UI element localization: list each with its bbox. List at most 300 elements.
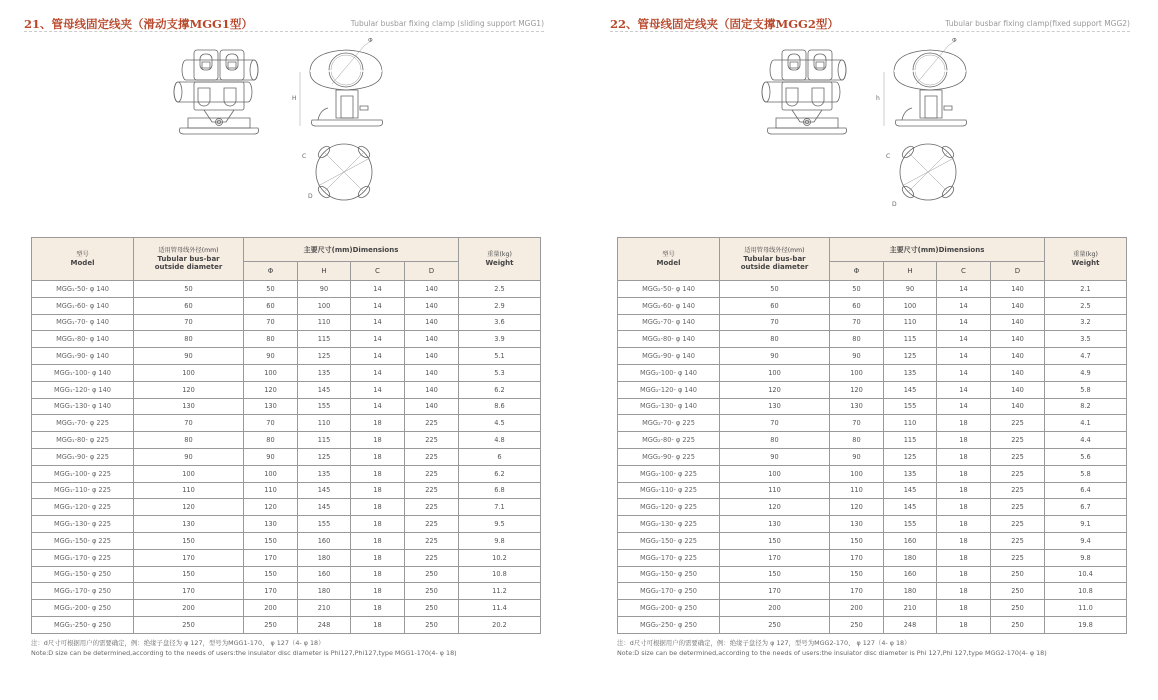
cell-model: MGG₂-200- φ 250 bbox=[618, 600, 720, 617]
table-row bbox=[618, 381, 1127, 398]
cell-c: 18 bbox=[937, 415, 991, 432]
cell-model: MGG₁-150- φ 250 bbox=[32, 566, 134, 583]
cell-diameter: 130 bbox=[720, 398, 830, 415]
col-h: H bbox=[298, 262, 351, 281]
cell-diameter: 150 bbox=[134, 532, 244, 549]
cell-c: 14 bbox=[351, 348, 405, 365]
cell-weight: 2.9 bbox=[459, 297, 541, 314]
table-row bbox=[32, 499, 541, 516]
col-c: C bbox=[937, 262, 991, 281]
cell-d: 250 bbox=[991, 600, 1045, 617]
cell-d: 225 bbox=[991, 415, 1045, 432]
cell-h: 115 bbox=[298, 331, 351, 348]
cell-weight: 9.1 bbox=[1045, 516, 1127, 533]
cell-weight: 3.2 bbox=[1045, 314, 1127, 331]
cell-model: MGG₁-60- φ 140 bbox=[32, 297, 134, 314]
cell-h: 145 bbox=[884, 499, 937, 516]
cell-model: MGG₁-90- φ 225 bbox=[32, 448, 134, 465]
cell-h: 100 bbox=[298, 297, 351, 314]
front-view bbox=[174, 50, 259, 134]
clamp-drawing bbox=[24, 38, 544, 218]
cell-diameter: 170 bbox=[720, 549, 830, 566]
col-weight-en: Weight bbox=[1071, 259, 1100, 267]
cell-d: 140 bbox=[991, 381, 1045, 398]
cell-diameter: 130 bbox=[134, 516, 244, 533]
cell-diameter: 90 bbox=[720, 448, 830, 465]
cell-c: 18 bbox=[351, 415, 405, 432]
cell-h: 248 bbox=[298, 616, 351, 633]
table-body bbox=[32, 281, 541, 634]
cell-model: MGG₁-100- φ 140 bbox=[32, 364, 134, 381]
cell-c: 18 bbox=[351, 482, 405, 499]
cell-phi: 200 bbox=[244, 600, 298, 617]
cell-phi: 110 bbox=[830, 482, 884, 499]
phi-label: Φ bbox=[368, 38, 373, 44]
table-row bbox=[618, 532, 1127, 549]
cell-model: MGG₁-250- φ 250 bbox=[32, 616, 134, 633]
cell-phi: 120 bbox=[830, 381, 884, 398]
table-row bbox=[32, 482, 541, 499]
cell-d: 225 bbox=[405, 448, 459, 465]
col-weight bbox=[459, 238, 541, 281]
table-row bbox=[618, 549, 1127, 566]
col-diameter-cn: 适用管母线外径(mm) bbox=[744, 247, 805, 254]
cell-d: 225 bbox=[405, 532, 459, 549]
cell-weight: 4.4 bbox=[1045, 432, 1127, 449]
cell-weight: 10.8 bbox=[459, 566, 541, 583]
cell-weight: 5.3 bbox=[459, 364, 541, 381]
cell-weight: 5.1 bbox=[459, 348, 541, 365]
front-view bbox=[762, 50, 847, 134]
table-row bbox=[32, 532, 541, 549]
cell-c: 14 bbox=[351, 281, 405, 298]
cell-weight: 8.2 bbox=[1045, 398, 1127, 415]
cell-diameter: 100 bbox=[720, 465, 830, 482]
cell-c: 18 bbox=[937, 482, 991, 499]
cell-diameter: 250 bbox=[720, 616, 830, 633]
table-row bbox=[32, 415, 541, 432]
cell-model: MGG₂-130- φ 140 bbox=[618, 398, 720, 415]
table-row bbox=[618, 348, 1127, 365]
cell-weight: 10.4 bbox=[1045, 566, 1127, 583]
cell-d: 140 bbox=[405, 364, 459, 381]
cell-phi: 100 bbox=[244, 364, 298, 381]
cell-model: MGG₂-130- φ 225 bbox=[618, 516, 720, 533]
cell-c: 18 bbox=[351, 600, 405, 617]
col-diameter-cn: 适用管母线外径(mm) bbox=[158, 247, 219, 254]
cell-h: 110 bbox=[298, 415, 351, 432]
cell-h: 110 bbox=[884, 314, 937, 331]
col-h: H bbox=[884, 262, 937, 281]
cell-model: MGG₂-120- φ 140 bbox=[618, 381, 720, 398]
cell-diameter: 50 bbox=[134, 281, 244, 298]
cell-d: 140 bbox=[405, 381, 459, 398]
cell-diameter: 110 bbox=[134, 482, 244, 499]
cell-phi: 120 bbox=[244, 499, 298, 516]
cell-d: 225 bbox=[991, 482, 1045, 499]
cell-c: 14 bbox=[937, 364, 991, 381]
cell-d: 225 bbox=[405, 482, 459, 499]
table-row bbox=[618, 516, 1127, 533]
cell-h: 135 bbox=[298, 465, 351, 482]
cell-diameter: 60 bbox=[720, 297, 830, 314]
cell-weight: 3.9 bbox=[459, 331, 541, 348]
cell-diameter: 80 bbox=[720, 331, 830, 348]
table-row bbox=[618, 616, 1127, 633]
col-phi: Φ bbox=[830, 262, 884, 281]
col-d: D bbox=[405, 262, 459, 281]
table-row bbox=[618, 566, 1127, 583]
cell-c: 18 bbox=[351, 549, 405, 566]
cell-diameter: 50 bbox=[720, 281, 830, 298]
table-row bbox=[618, 415, 1127, 432]
cell-phi: 60 bbox=[830, 297, 884, 314]
cell-c: 14 bbox=[351, 314, 405, 331]
cell-weight: 6.8 bbox=[459, 482, 541, 499]
cell-c: 18 bbox=[351, 566, 405, 583]
cell-phi: 250 bbox=[830, 616, 884, 633]
cell-model: MGG₁-170- φ 250 bbox=[32, 583, 134, 600]
cell-model: MGG₁-100- φ 225 bbox=[32, 465, 134, 482]
cell-h: 115 bbox=[884, 432, 937, 449]
cell-phi: 130 bbox=[244, 398, 298, 415]
cell-c: 14 bbox=[937, 314, 991, 331]
table-row bbox=[618, 281, 1127, 298]
cell-d: 140 bbox=[405, 297, 459, 314]
cell-h: 145 bbox=[298, 482, 351, 499]
cell-model: MGG₂-150- φ 225 bbox=[618, 532, 720, 549]
cell-model: MGG₁-90- φ 140 bbox=[32, 348, 134, 365]
col-dimensions-label: 主要尺寸(mm)Dimensions bbox=[889, 245, 985, 254]
cell-h: 210 bbox=[298, 600, 351, 617]
cell-c: 14 bbox=[937, 281, 991, 298]
cell-c: 14 bbox=[937, 381, 991, 398]
cell-phi: 150 bbox=[830, 566, 884, 583]
cell-phi: 170 bbox=[244, 583, 298, 600]
cell-d: 225 bbox=[991, 549, 1045, 566]
cell-c: 18 bbox=[351, 532, 405, 549]
col-phi: Φ bbox=[244, 262, 298, 281]
cell-d: 140 bbox=[991, 297, 1045, 314]
cell-model: MGG₁-200- φ 250 bbox=[32, 600, 134, 617]
table-note bbox=[617, 638, 1047, 658]
cell-c: 14 bbox=[937, 297, 991, 314]
cell-phi: 100 bbox=[830, 465, 884, 482]
cell-h: 180 bbox=[884, 583, 937, 600]
col-model-en: Model bbox=[656, 259, 681, 267]
cell-weight: 6 bbox=[459, 448, 541, 465]
cell-weight: 6.7 bbox=[1045, 499, 1127, 516]
cell-model: MGG₁-150- φ 225 bbox=[32, 532, 134, 549]
table-row bbox=[618, 297, 1127, 314]
cell-d: 225 bbox=[405, 549, 459, 566]
cell-phi: 200 bbox=[830, 600, 884, 617]
cell-c: 18 bbox=[351, 432, 405, 449]
col-diameter bbox=[134, 238, 244, 281]
table-row bbox=[32, 381, 541, 398]
col-weight bbox=[1045, 238, 1127, 281]
cell-h: 90 bbox=[298, 281, 351, 298]
cell-h: 135 bbox=[884, 364, 937, 381]
col-dimensions-label: 主要尺寸(mm)Dimensions bbox=[303, 245, 399, 254]
cell-phi: 250 bbox=[244, 616, 298, 633]
h-label: h bbox=[876, 95, 880, 102]
cell-weight: 9.5 bbox=[459, 516, 541, 533]
table-row bbox=[32, 566, 541, 583]
table-row bbox=[32, 583, 541, 600]
cell-weight: 2.5 bbox=[459, 281, 541, 298]
cell-phi: 120 bbox=[244, 381, 298, 398]
cell-phi: 170 bbox=[830, 583, 884, 600]
table-row bbox=[618, 583, 1127, 600]
side-view bbox=[292, 38, 383, 126]
cell-weight: 2.1 bbox=[1045, 281, 1127, 298]
cell-phi: 170 bbox=[830, 549, 884, 566]
cell-phi: 80 bbox=[830, 331, 884, 348]
cell-model: MGG₁-130- φ 140 bbox=[32, 398, 134, 415]
d-label: D bbox=[308, 193, 313, 200]
cell-c: 18 bbox=[937, 549, 991, 566]
cell-model: MGG₂-170- φ 225 bbox=[618, 549, 720, 566]
col-model-cn: 型号 bbox=[662, 251, 675, 258]
cell-c: 18 bbox=[937, 616, 991, 633]
cell-diameter: 120 bbox=[134, 499, 244, 516]
cell-h: 145 bbox=[884, 482, 937, 499]
cell-h: 145 bbox=[298, 499, 351, 516]
cell-c: 14 bbox=[351, 398, 405, 415]
section-title-cn: 21、管母线固定线夹（滑动支撑MGG1型） bbox=[24, 17, 253, 31]
cell-h: 125 bbox=[884, 448, 937, 465]
cell-h: 145 bbox=[298, 381, 351, 398]
cell-model: MGG₂-120- φ 225 bbox=[618, 499, 720, 516]
table-row bbox=[32, 281, 541, 298]
cell-diameter: 90 bbox=[720, 348, 830, 365]
d-label: D bbox=[892, 201, 897, 208]
cell-c: 18 bbox=[351, 616, 405, 633]
col-dimensions bbox=[830, 238, 1045, 262]
cell-c: 18 bbox=[937, 566, 991, 583]
cell-c: 14 bbox=[937, 348, 991, 365]
cell-h: 160 bbox=[884, 566, 937, 583]
cell-model: MGG₁-70- φ 225 bbox=[32, 415, 134, 432]
cell-weight: 4.8 bbox=[459, 432, 541, 449]
table-row bbox=[618, 448, 1127, 465]
table-body bbox=[618, 281, 1127, 634]
cell-diameter: 60 bbox=[134, 297, 244, 314]
cell-weight: 2.5 bbox=[1045, 297, 1127, 314]
cell-phi: 130 bbox=[830, 398, 884, 415]
table-row bbox=[618, 600, 1127, 617]
cell-phi: 70 bbox=[244, 314, 298, 331]
table-row bbox=[618, 482, 1127, 499]
cell-weight: 4.9 bbox=[1045, 364, 1127, 381]
cell-c: 18 bbox=[937, 499, 991, 516]
cell-phi: 50 bbox=[830, 281, 884, 298]
c-label: C bbox=[886, 153, 891, 160]
cell-model: MGG₂-150- φ 250 bbox=[618, 566, 720, 583]
table-row bbox=[32, 331, 541, 348]
cell-phi: 110 bbox=[244, 482, 298, 499]
cell-model: MGG₂-110- φ 225 bbox=[618, 482, 720, 499]
cell-weight: 4.7 bbox=[1045, 348, 1127, 365]
cell-model: MGG₁-70- φ 140 bbox=[32, 314, 134, 331]
cell-h: 248 bbox=[884, 616, 937, 633]
cell-phi: 150 bbox=[244, 566, 298, 583]
cell-diameter: 70 bbox=[720, 415, 830, 432]
cell-h: 155 bbox=[298, 516, 351, 533]
section-mgg2 bbox=[610, 0, 1158, 700]
cell-diameter: 250 bbox=[134, 616, 244, 633]
table-row bbox=[32, 364, 541, 381]
cell-phi: 70 bbox=[830, 415, 884, 432]
col-diameter-en2: outside diameter bbox=[154, 263, 223, 271]
cell-d: 225 bbox=[991, 448, 1045, 465]
cell-diameter: 80 bbox=[720, 432, 830, 449]
section-title-en: Tubular busbar fixing clamp (sliding support MGG1) bbox=[350, 19, 544, 28]
cell-phi: 80 bbox=[244, 331, 298, 348]
cell-phi: 150 bbox=[830, 532, 884, 549]
cell-model: MGG₂-100- φ 140 bbox=[618, 364, 720, 381]
cell-h: 155 bbox=[298, 398, 351, 415]
cell-h: 115 bbox=[884, 331, 937, 348]
cell-model: MGG₂-250- φ 250 bbox=[618, 616, 720, 633]
cell-d: 140 bbox=[991, 348, 1045, 365]
cell-diameter: 170 bbox=[134, 583, 244, 600]
spec-table bbox=[31, 237, 541, 634]
col-d: D bbox=[991, 262, 1045, 281]
table-row bbox=[618, 331, 1127, 348]
table-row bbox=[32, 448, 541, 465]
cell-diameter: 150 bbox=[720, 532, 830, 549]
cell-d: 225 bbox=[991, 432, 1045, 449]
bottom-view bbox=[302, 144, 372, 200]
table-row bbox=[32, 549, 541, 566]
side-view bbox=[876, 38, 967, 126]
cell-phi: 90 bbox=[830, 348, 884, 365]
cell-c: 18 bbox=[351, 516, 405, 533]
cell-d: 140 bbox=[991, 314, 1045, 331]
cell-d: 140 bbox=[405, 281, 459, 298]
col-model bbox=[32, 238, 134, 281]
cell-diameter: 100 bbox=[720, 364, 830, 381]
cell-d: 225 bbox=[405, 465, 459, 482]
cell-weight: 9.4 bbox=[1045, 532, 1127, 549]
cell-c: 14 bbox=[351, 331, 405, 348]
note-cn: 注：d尺寸可根据用户的需要确定，例：绝缘子盘径为 φ 127，型号为MGG2-170、 φ 127（4- φ 18） bbox=[617, 639, 911, 647]
cell-diameter: 100 bbox=[134, 465, 244, 482]
cell-h: 210 bbox=[884, 600, 937, 617]
cell-d: 250 bbox=[405, 583, 459, 600]
cell-h: 135 bbox=[298, 364, 351, 381]
section-heading bbox=[610, 14, 1130, 32]
cell-diameter: 150 bbox=[134, 566, 244, 583]
cell-d: 140 bbox=[405, 348, 459, 365]
cell-diameter: 80 bbox=[134, 432, 244, 449]
cell-d: 225 bbox=[991, 499, 1045, 516]
cell-weight: 8.6 bbox=[459, 398, 541, 415]
cell-d: 250 bbox=[405, 600, 459, 617]
cell-model: MGG₁-50- φ 140 bbox=[32, 281, 134, 298]
table-header bbox=[618, 238, 1127, 281]
cell-h: 155 bbox=[884, 398, 937, 415]
cell-diameter: 200 bbox=[720, 600, 830, 617]
h-label: H bbox=[292, 95, 297, 102]
cell-h: 180 bbox=[884, 549, 937, 566]
cell-phi: 80 bbox=[830, 432, 884, 449]
cell-diameter: 70 bbox=[134, 415, 244, 432]
col-dimensions bbox=[244, 238, 459, 262]
cell-weight: 3.6 bbox=[459, 314, 541, 331]
cell-c: 18 bbox=[937, 448, 991, 465]
cell-diameter: 120 bbox=[720, 381, 830, 398]
c-label: C bbox=[302, 153, 307, 160]
cell-h: 110 bbox=[298, 314, 351, 331]
cell-h: 125 bbox=[298, 348, 351, 365]
cell-h: 145 bbox=[884, 381, 937, 398]
cell-phi: 90 bbox=[244, 348, 298, 365]
cell-h: 125 bbox=[884, 348, 937, 365]
cell-phi: 70 bbox=[830, 314, 884, 331]
table-row bbox=[32, 465, 541, 482]
cell-weight: 5.8 bbox=[1045, 381, 1127, 398]
cell-diameter: 90 bbox=[134, 448, 244, 465]
cell-h: 110 bbox=[884, 415, 937, 432]
cell-phi: 150 bbox=[244, 532, 298, 549]
cell-h: 180 bbox=[298, 583, 351, 600]
cell-phi: 90 bbox=[244, 448, 298, 465]
table-row bbox=[618, 364, 1127, 381]
cell-diameter: 130 bbox=[720, 516, 830, 533]
cell-model: MGG₁-120- φ 225 bbox=[32, 499, 134, 516]
cell-model: MGG₂-60- φ 140 bbox=[618, 297, 720, 314]
table-header bbox=[32, 238, 541, 281]
cell-h: 160 bbox=[884, 532, 937, 549]
cell-diameter: 170 bbox=[134, 549, 244, 566]
cell-weight: 4.1 bbox=[1045, 415, 1127, 432]
cell-c: 18 bbox=[937, 465, 991, 482]
table-row bbox=[32, 348, 541, 365]
cell-model: MGG₂-170- φ 250 bbox=[618, 583, 720, 600]
cell-weight: 10.8 bbox=[1045, 583, 1127, 600]
cell-d: 250 bbox=[991, 616, 1045, 633]
cell-d: 225 bbox=[991, 465, 1045, 482]
cell-phi: 80 bbox=[244, 432, 298, 449]
cell-d: 250 bbox=[405, 566, 459, 583]
table-row bbox=[32, 616, 541, 633]
cell-d: 140 bbox=[991, 331, 1045, 348]
cell-c: 14 bbox=[351, 381, 405, 398]
cell-diameter: 110 bbox=[720, 482, 830, 499]
cell-model: MGG₁-80- φ 140 bbox=[32, 331, 134, 348]
cell-d: 140 bbox=[405, 398, 459, 415]
cell-h: 160 bbox=[298, 532, 351, 549]
table-row bbox=[618, 432, 1127, 449]
cell-diameter: 80 bbox=[134, 331, 244, 348]
col-diameter bbox=[720, 238, 830, 281]
phi-label: Φ bbox=[952, 38, 957, 44]
col-diameter-en1: Tubular bus-bar bbox=[157, 255, 220, 263]
cell-model: MGG₂-90- φ 225 bbox=[618, 448, 720, 465]
cell-model: MGG₁-170- φ 225 bbox=[32, 549, 134, 566]
col-model-cn: 型号 bbox=[76, 251, 89, 258]
cell-diameter: 170 bbox=[720, 583, 830, 600]
cell-phi: 130 bbox=[830, 516, 884, 533]
cell-phi: 120 bbox=[830, 499, 884, 516]
cell-c: 18 bbox=[351, 465, 405, 482]
cell-h: 115 bbox=[298, 432, 351, 449]
clamp-drawing bbox=[610, 38, 1130, 218]
col-c: C bbox=[351, 262, 405, 281]
